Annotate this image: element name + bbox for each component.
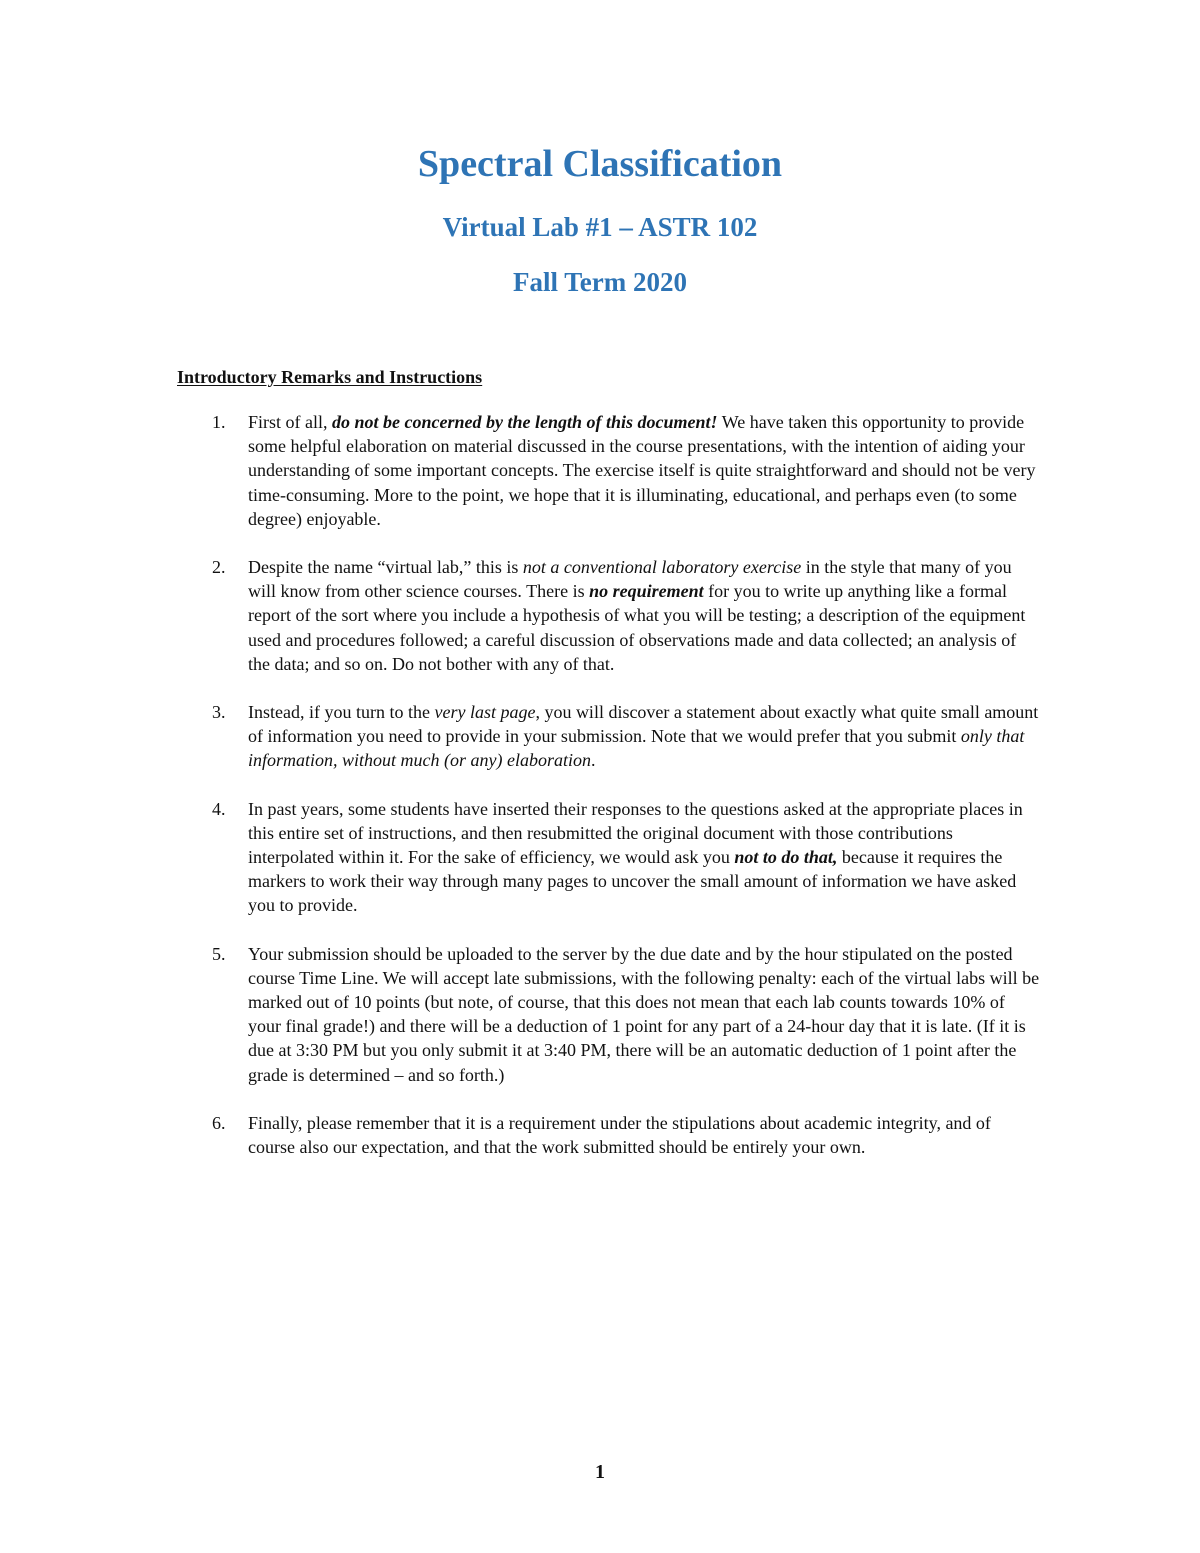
emphasis-bold-italic: not to do that, — [734, 847, 838, 868]
list-item-4 — [212, 797, 1042, 918]
document-subtitle: Virtual Lab #1 – ASTR 102 — [442, 212, 758, 242]
list-item-6 — [212, 1111, 1042, 1159]
section-heading: Introductory Remarks and Instructions — [177, 367, 483, 387]
list-item-number: 3. — [212, 702, 226, 723]
list-item-text — [248, 410, 1042, 531]
text-run: Finally, please remember that it is a requirement under the stipulations about academic integrity, and of course also our expectation, and that the work submitted should be entirely your own. — [248, 1112, 991, 1158]
text-run: We have taken this opportunity to provide some helpful elaboration on material discussed in the course presentations, with the intention of aiding your understanding of some important concepts. The exercise itself is quite straightforward and should not be very time-consuming. More to the point, we hope that it is illuminating, educational, and perhaps even (to some degree) enjoyable. — [248, 412, 1036, 529]
list-item-1 — [212, 410, 1042, 531]
list-item-text — [248, 797, 1042, 918]
list-item-text — [248, 555, 1042, 676]
emphasis-bold-italic: do not be concerned by the length of this document! — [332, 412, 718, 432]
list-item-number: 5. — [212, 943, 226, 964]
list-item-number: 1. — [212, 412, 226, 432]
page-number: 1 — [595, 1461, 605, 1483]
text-run: in the style that many of you will know from other science courses. There is — [248, 557, 1012, 602]
text-run: Instead, if you turn to the — [248, 702, 435, 723]
text-run: . — [590, 750, 596, 771]
emphasis-bold-italic: no requirement — [589, 581, 704, 602]
list-item-number: 2. — [212, 557, 226, 578]
list-item-3 — [212, 700, 1042, 773]
list-item-5 — [212, 942, 1042, 1087]
emphasis-italic: very last page — [434, 702, 536, 723]
list-item-text — [248, 942, 1042, 1087]
emphasis-italic: only that information, without much (or any) elaboration — [248, 726, 1025, 771]
instructions-list — [212, 410, 1042, 1183]
document-title: Spectral Classification — [417, 143, 783, 185]
list-item-text — [248, 1111, 1042, 1159]
list-item-number: 6. — [212, 1112, 226, 1133]
text-run: In past years, some students have inserted their responses to the questions asked at the appropriate places in this entire set of instructions, and then resubmitted the original document with those contributions interpolated within it. For the sake of efficiency, we would ask you — [248, 798, 1023, 868]
list-item-text — [248, 700, 1042, 773]
text-run: for you to write up anything like a formal report of the sort where you include a hypothesis of what you will be testing; a description of the equipment used and procedures followed; a careful discussion of observations made and data collected; an analysis of the data; and so on. Do not bother with any of that. — [248, 581, 1026, 674]
text-run: First of all, — [248, 412, 332, 432]
text-run: , you will discover a statement about exactly what quite small amount of information you need to provide in your submission. Note that we would prefer that you submit — [248, 702, 1039, 747]
text-run: because it requires the markers to work their way through many pages to uncover the small amount of information we have asked you to provide. — [248, 847, 1017, 916]
document-term: Fall Term 2020 — [513, 267, 687, 297]
list-item-2 — [212, 555, 1042, 676]
text-run: Despite the name “virtual lab,” this is — [248, 557, 523, 578]
emphasis-italic: not a conventional laboratory exercise — [522, 557, 802, 578]
list-item-number: 4. — [212, 798, 226, 819]
text-run: Your submission should be uploaded to the server by the due date and by the hour stipulated on the posted course Time Line. We will accept late submissions, with the following penalty: each of the virtual labs will be marked out of 10 points (but note, of course, that this does not mean that each lab counts towards 10% of your final grade!) and there will be a deduction of 1 point for any part of a 24-hour day that it is late. (If it is due at 3:30 PM but you only submit it at 3:40 PM, there will be an automatic deduction of 1 point after the grade is determined – and so forth.) — [248, 943, 1040, 1085]
